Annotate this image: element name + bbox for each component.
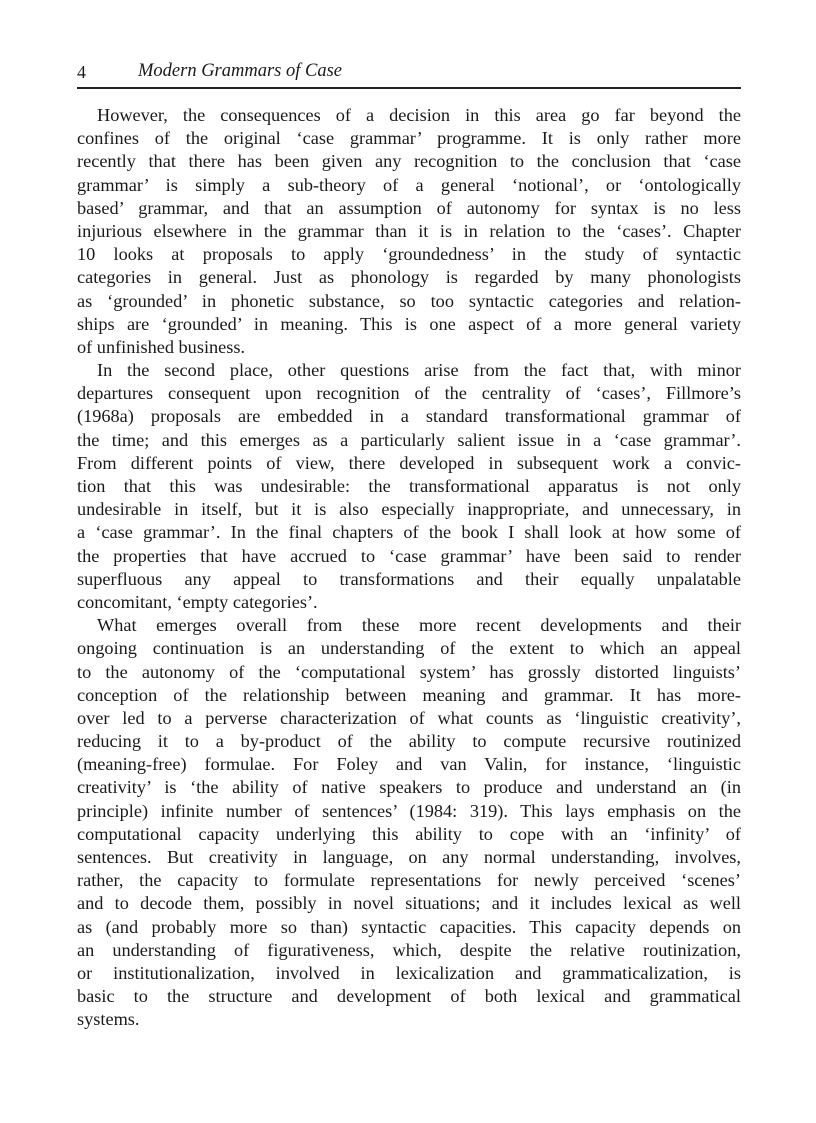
text-line: based’ grammar, and that an assumption of autonomy for syntax is no less bbox=[77, 197, 741, 218]
text-line: ships are ‘grounded’ in meaning. This is one aspect of a more general variety bbox=[77, 313, 741, 334]
text-line: 10 looks at proposals to apply ‘groundedness’ in the study of syntactic bbox=[77, 244, 741, 265]
text-line: concomitant, ‘empty categories’. bbox=[77, 591, 318, 612]
text-line: to the autonomy of the ‘computational system’ has grossly distorted linguists’ bbox=[77, 661, 741, 682]
text-line: From different points of view, there developed in subsequent work a convic- bbox=[77, 452, 741, 473]
text-line: departures consequent upon recognition of the centrality of ‘cases’, Fillmore’s bbox=[77, 383, 741, 404]
text-line: over led to a perverse characterization of what counts as ‘linguistic creativity’, bbox=[77, 707, 741, 728]
text-line: injurious elsewhere in the grammar than it is in relation to the ‘cases’. Chapter bbox=[77, 220, 741, 241]
text-line: sentences. But creativity in language, on any normal understanding, involves, bbox=[77, 847, 741, 867]
text-line: of unfinished business. bbox=[77, 336, 246, 357]
text-line: grammar’ is simply a sub-theory of a general ‘notional’, or ‘ontologically bbox=[77, 174, 741, 195]
paragraph bbox=[77, 614, 741, 1031]
running-title: Modern Grammars of Case bbox=[138, 61, 343, 81]
text-line: (1968a) proposals are embedded in a standard transformational grammar of bbox=[77, 406, 741, 427]
text-line: What emerges overall from these more recent developments and their bbox=[97, 615, 741, 636]
text-line: computational capacity underlying this ability to cope with an ‘infinity’ of bbox=[77, 823, 741, 844]
text-line: tion that this was undesirable: the transformational apparatus is not only bbox=[77, 476, 741, 496]
text-line: an understanding of figurativeness, which, despite the relative routinization, bbox=[77, 939, 741, 960]
text-line: However, the consequences of a decision in this area go far beyond the bbox=[97, 105, 741, 125]
text-line: as ‘grounded’ in phonetic substance, so too syntactic categories and relation- bbox=[77, 290, 741, 311]
text-line: categories in general. Just as phonology is regarded by many phonologists bbox=[77, 267, 741, 288]
text-line: and to decode them, possibly in novel situations; and it includes lexical as well bbox=[77, 893, 741, 914]
text-line: undesirable in itself, but it is also especially inappropriate, and unnecessary, in bbox=[77, 499, 741, 520]
text-line: In the second place, other questions arise from the fact that, with minor bbox=[97, 360, 741, 381]
text-line: rather, the capacity to formulate representations for newly perceived ‘scenes’ bbox=[77, 870, 741, 891]
text-line: a ‘case grammar’. In the final chapters of the book I shall look at how some of bbox=[77, 522, 741, 543]
text-line: the time; and this emerges as a particularly salient issue in a ‘case grammar’. bbox=[77, 429, 741, 450]
page-number: 4 bbox=[77, 62, 86, 82]
running-header bbox=[77, 60, 741, 89]
text-line: recently that there has been given any recognition to the conclusion that ‘case bbox=[77, 151, 741, 172]
text-line: confines of the original ‘case grammar’ programme. It is only rather more bbox=[77, 128, 741, 149]
text-line: systems. bbox=[77, 1009, 140, 1030]
paragraph bbox=[77, 359, 741, 614]
text-line: basic to the structure and development of both lexical and grammatical bbox=[77, 986, 741, 1007]
text-line: ongoing continuation is an understanding of the extent to which an appeal bbox=[77, 638, 741, 659]
text-line: or institutionalization, involved in lexicalization and grammaticalization, is bbox=[77, 962, 741, 983]
text-line: reducing it to a by-product of the ability to compute recursive routinized bbox=[77, 731, 741, 752]
text-line: creativity’ is ‘the ability of native speakers to produce and understand an (in bbox=[77, 777, 741, 798]
text-line: principle) infinite number of sentences’ (1984: 319). This lays emphasis on the bbox=[77, 800, 741, 821]
text-line: as (and probably more so than) syntactic capacities. This capacity depends on bbox=[77, 916, 741, 937]
body-text bbox=[77, 104, 741, 1032]
text-line: superfluous any appeal to transformations and their equally unpalatable bbox=[77, 568, 741, 589]
text-line: (meaning-free) formulae. For Foley and van Valin, for instance, ‘linguistic bbox=[77, 754, 741, 775]
text-line: conception of the relationship between meaning and grammar. It has more- bbox=[77, 684, 741, 705]
text-line: the properties that have accrued to ‘case grammar’ have been said to render bbox=[77, 545, 741, 566]
paragraph bbox=[77, 104, 741, 359]
